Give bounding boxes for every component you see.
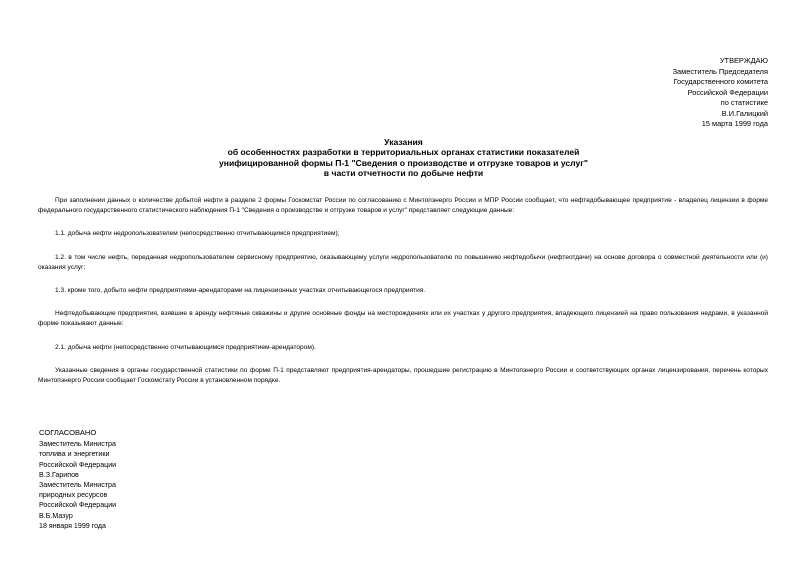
title-line: в части отчетности по добыче нефти <box>323 168 484 179</box>
agreed-line: природных ресурсов <box>39 491 108 500</box>
approval-position: Заместитель Председателя <box>672 66 768 76</box>
approval-signatory: В.И.Галицкий <box>721 108 768 118</box>
document-title <box>0 137 807 179</box>
agreed-date: 18 января 1999 года <box>39 521 106 530</box>
body-paragraph: 1.3. кроме того, добыто нефти предприятиями-арендаторами на лицензионных участках отчитывающегося предприятия. <box>55 287 426 295</box>
agreed-line: Российской Федерации <box>39 501 117 510</box>
agreed-line: Заместитель Министра <box>39 481 116 490</box>
body-paragraph: Указанные сведения в органы государственной статистики по форме П-1 представляют предприятия-арендаторы, прошедшие регистрацию в Минтопэнерго России и соответствующих органах лицензирования, перечень которых Минтопэнерго России сообщает Госкомстату России в установленном порядке. <box>38 366 768 385</box>
agreed-line: Заместитель Министра <box>39 440 116 449</box>
body-paragraph: Нефтедобывающие предприятия, взявшие в аренду нефтяные скважины и другие основные фонды на месторождениях или их участках у другого предприятия, владеющего лицензией на право пользования недрами, в указанной форме показывают данные: <box>38 310 768 328</box>
title-line: об особенностях разработки в территориальных органах статистики показателей <box>227 147 580 158</box>
agreed-line: топлива и энергетики <box>39 450 110 459</box>
title-line: унифицированной формы П-1 "Сведения о производстве и отгрузке товаров и услуг" <box>219 157 588 168</box>
agreed-line: Российской Федерации <box>39 460 117 469</box>
approval-date: 15 марта 1999 года <box>701 119 768 128</box>
title-line: Указания <box>384 137 423 147</box>
body-paragraph: 2.1. добыча нефти (непосредственно отчитывающимся предприятием-арендатором). <box>55 343 316 351</box>
agreed-signatory: В.З.Гарипов <box>39 470 79 479</box>
body-paragraph: 1.1. добыча нефти недропользователем (непосредственно отчитывающимся предприятием); <box>55 230 340 238</box>
agreed-heading: СОГЛАСОВАНО <box>39 428 97 437</box>
agreed-signatory: В.Б.Мазур <box>39 511 73 520</box>
approval-country: Российской Федерации <box>687 87 768 97</box>
agreed-block <box>39 428 116 531</box>
approval-block <box>673 56 768 130</box>
approval-heading: УТВЕРЖДАЮ <box>719 56 768 65</box>
document-body <box>38 196 768 386</box>
approval-organization: Государственного комитета <box>673 77 768 86</box>
body-paragraph: При заполнении данных о количестве добытой нефти в разделе 2 формы Госкомстат России по согласованию с Минтопэнерго России и МПР России сообщает, что нефтедобывающее предприятие - владелец лицензии в форме федерального государственного статистического наблюдения П-1 "Сведения о производстве и отгрузке товаров и услуг" представляет следующие данные: <box>38 197 768 215</box>
body-paragraph: 1.2. в том числе нефть, переданная недропользователем сервисному предприятию, оказывающему услуги недропользователю по повышению нефтедобычи (нефтеотдачи) на основе договора о совместной деятельности или (и) оказания услуг; <box>38 253 768 271</box>
approval-department: по статистике <box>720 98 768 107</box>
